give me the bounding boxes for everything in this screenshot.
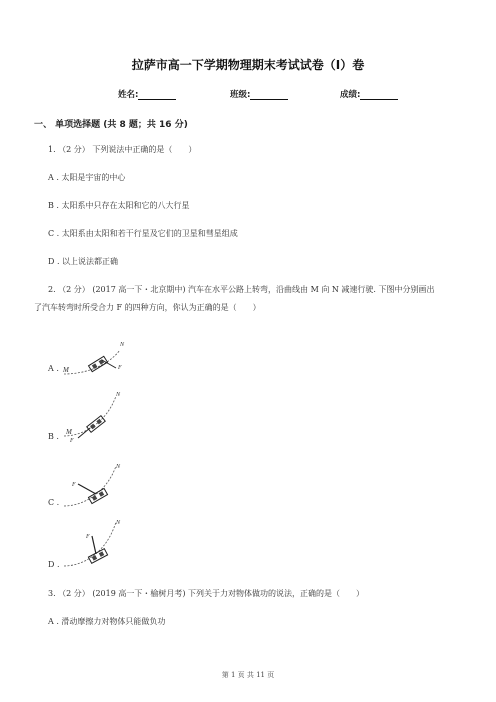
force-f: F [70, 438, 74, 444]
name-blank [138, 90, 176, 100]
q2-option-d-figure [62, 516, 142, 572]
page-footer: 第 1 页 共 11 页 [221, 671, 275, 679]
score-blank [360, 90, 398, 100]
section-heading: 一、 单项选择题 (共 8 题；共 16 分) [34, 120, 188, 130]
point-n: N [116, 464, 121, 470]
car [87, 416, 105, 433]
q2-option-c-figure [62, 458, 142, 514]
q3-option-a: A . 滑动摩擦力对物体只能做负功 [48, 617, 166, 626]
q2-option-d-label: D . [48, 560, 60, 569]
q2-option-b-figure [62, 388, 142, 444]
exam-title: 拉萨市高一下学期物理期末考试试卷（I）卷 [131, 58, 365, 72]
force-arrow [78, 428, 90, 438]
score-label: 成绩: [340, 90, 361, 100]
q2-option-a-figure [62, 336, 142, 382]
point-m: M [63, 366, 69, 374]
q1-stem: 1. （2 分） 下列说法中正确的是（ ） [48, 145, 197, 154]
q1-option-b: B . 太阳系中只存在太阳和它的八大行星 [48, 201, 190, 210]
q2-option-a-label: A . [48, 364, 59, 373]
name-label: 姓名: [118, 90, 139, 100]
name-field [118, 88, 176, 100]
force-f: F [86, 534, 90, 540]
point-n: N [120, 342, 125, 348]
point-n: N [116, 520, 121, 526]
q1-option-d: D . 以上说法都正确 [48, 257, 119, 266]
q2-option-c-label: C . [48, 498, 60, 507]
car [89, 356, 108, 371]
force-f: F [72, 482, 76, 488]
score-field [340, 88, 398, 100]
class-label: 班级: [230, 90, 251, 100]
q1-option-c: C . 太阳系由太阳和若干行星及它们的卫星和彗星组成 [48, 229, 238, 238]
curved-path [64, 350, 120, 374]
force-arrow [78, 484, 96, 494]
class-field [230, 88, 288, 100]
force-f: F [118, 365, 122, 371]
point-m: M [66, 428, 72, 436]
q2-option-b-label: B . [48, 432, 59, 441]
student-info-row [0, 88, 496, 104]
point-n: N [116, 392, 121, 398]
class-blank [250, 90, 288, 100]
q2-stem-line2: 了汽车转弯时所受合力 F 的四种方向，你认为正确的是（ ） [34, 303, 261, 312]
q3-stem: 3. （2 分） (2019 高一下・榆树月考) 下列关于力对物体做功的说法，正确的是（ ） [48, 589, 365, 598]
car [88, 549, 107, 564]
force-arrow [92, 536, 96, 554]
q1-option-a: A . 太阳是宇宙的中心 [48, 173, 126, 182]
q2-stem-line1: 2. （2 分） (2017 高一下・北京期中) 汽车在水平公路上转弯，沿曲线由 M 向 N 减速行驶. 下图中分别画出 [48, 285, 435, 294]
